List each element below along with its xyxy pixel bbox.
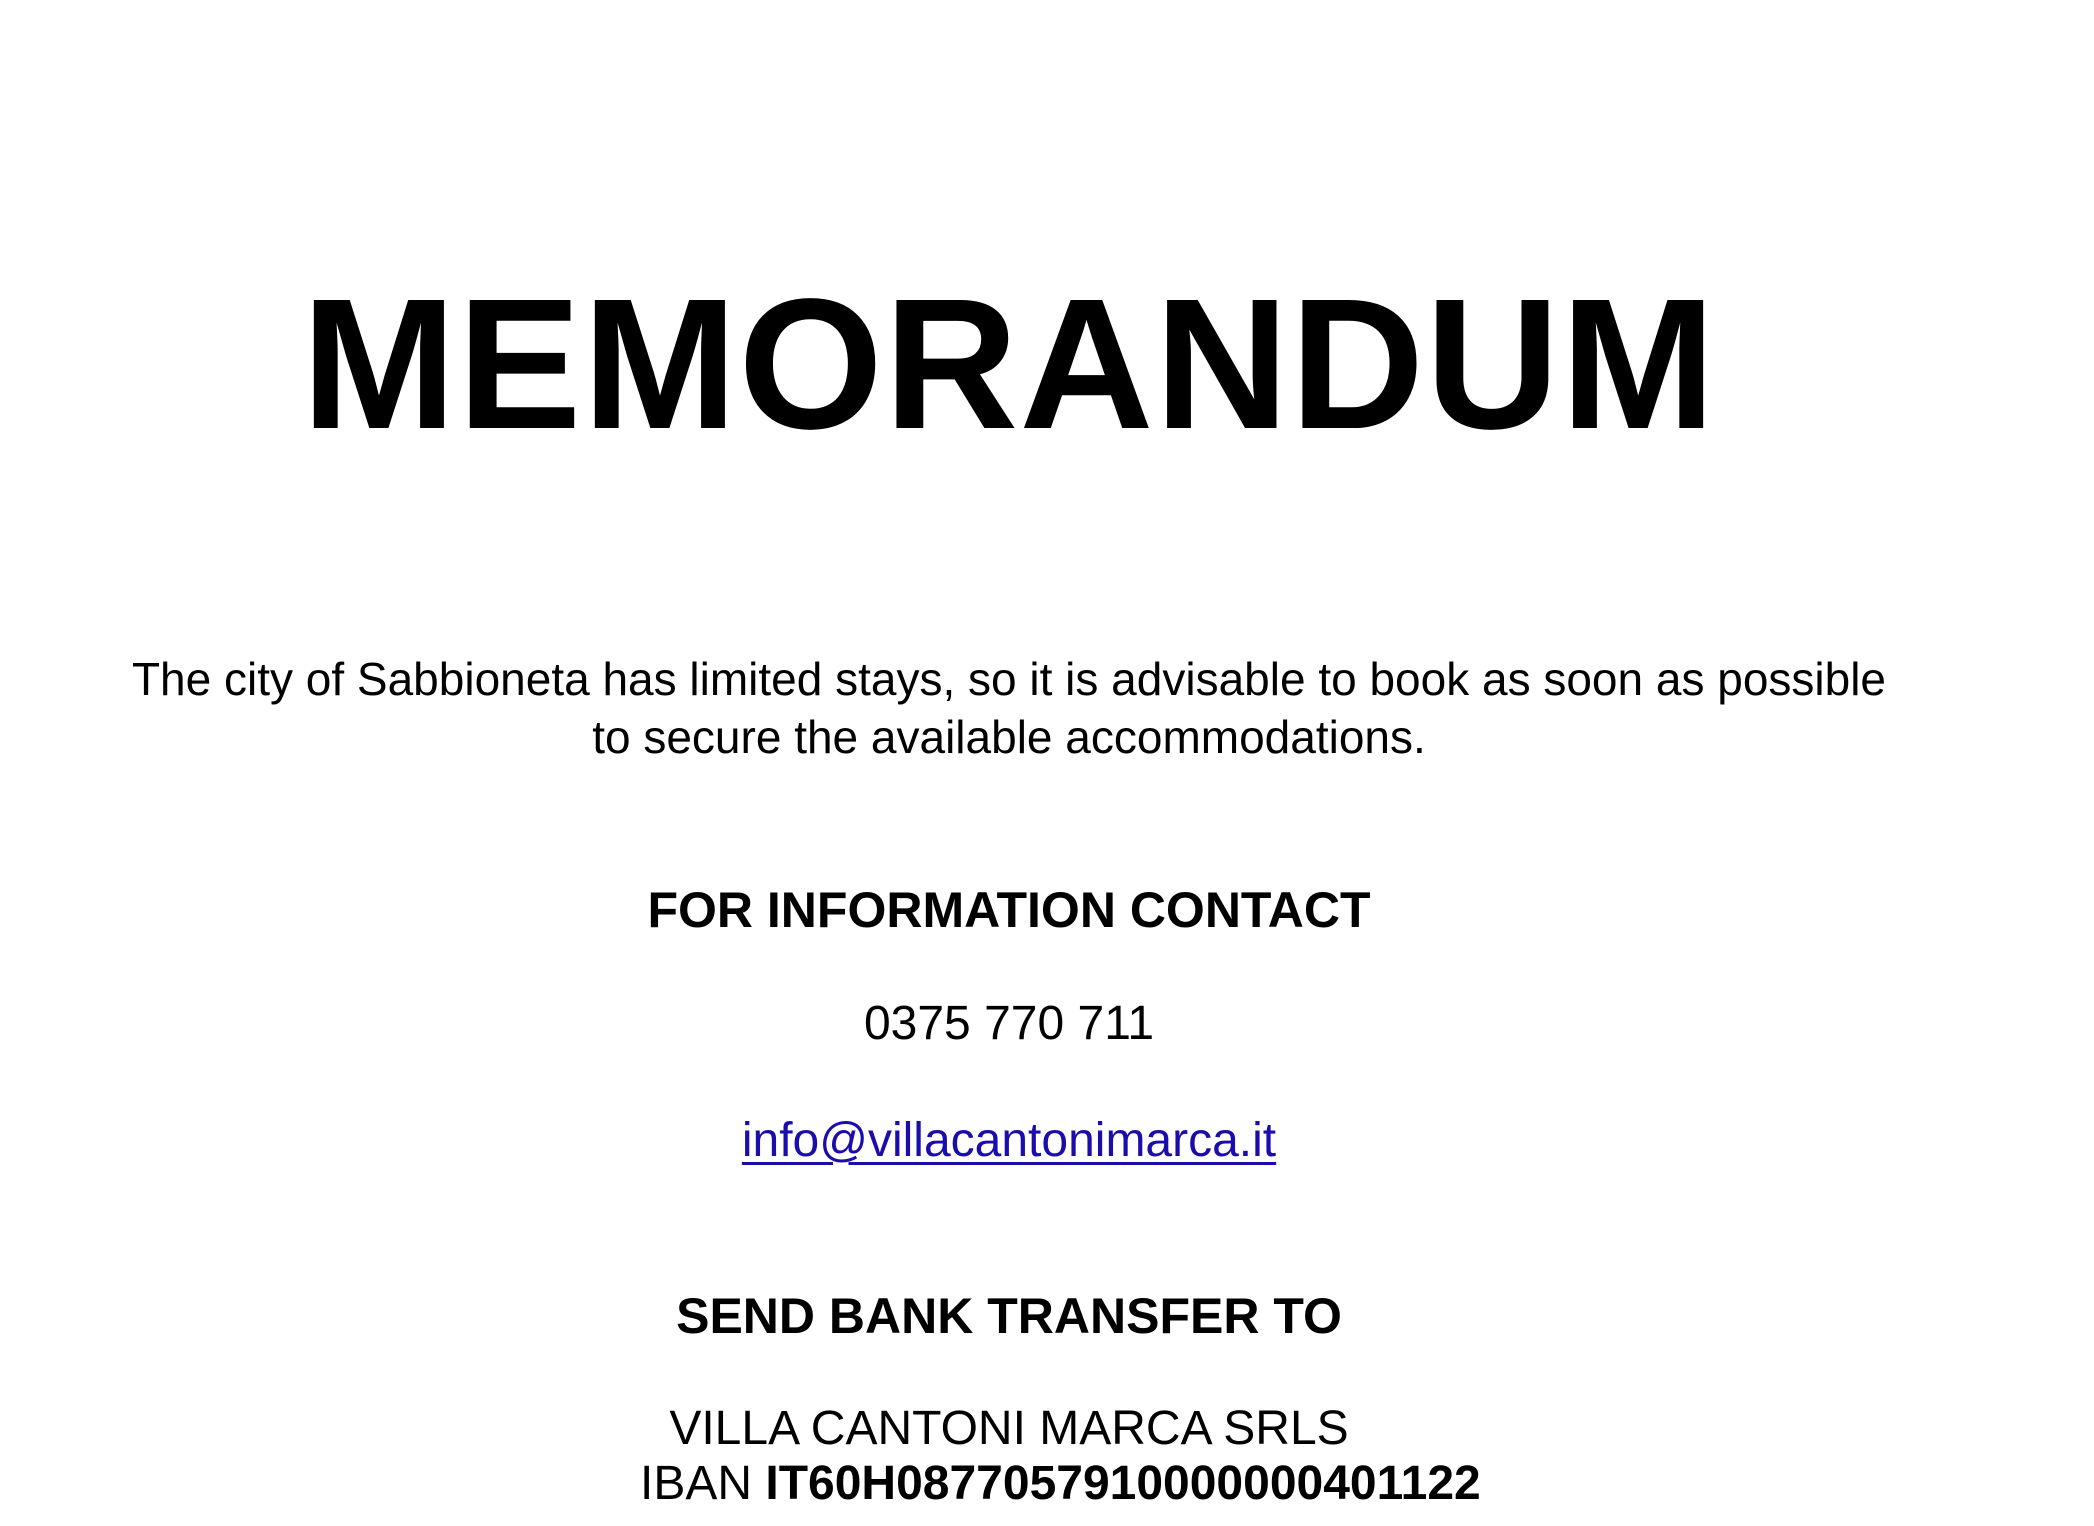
bank-transfer-heading: SEND BANK TRANSFER TO	[676, 1288, 1342, 1344]
intro-line-1: The city of Sabbioneta has limited stays, so it is advisable to book as soon as possible	[131, 653, 1887, 705]
iban-value: IT60H0877057910000000401122	[765, 1457, 1481, 1510]
email-link[interactable]: info@villacantonimarca.it	[741, 1114, 1277, 1167]
email-line	[0, 1112, 2018, 1170]
phone-number: 0375 770 711	[863, 997, 1155, 1050]
company-name: VILLA CANTONI MARCA SRLS	[669, 1402, 1349, 1455]
page-title: MEMORANDUM	[301, 261, 1717, 468]
intro-line-2: to secure the available accommodations.	[592, 711, 1426, 763]
iban-line	[640, 1455, 1481, 1513]
intro-paragraph	[0, 650, 2018, 766]
contact-heading: FOR INFORMATION CONTACT	[647, 882, 1371, 938]
iban-label: IBAN	[640, 1457, 766, 1510]
